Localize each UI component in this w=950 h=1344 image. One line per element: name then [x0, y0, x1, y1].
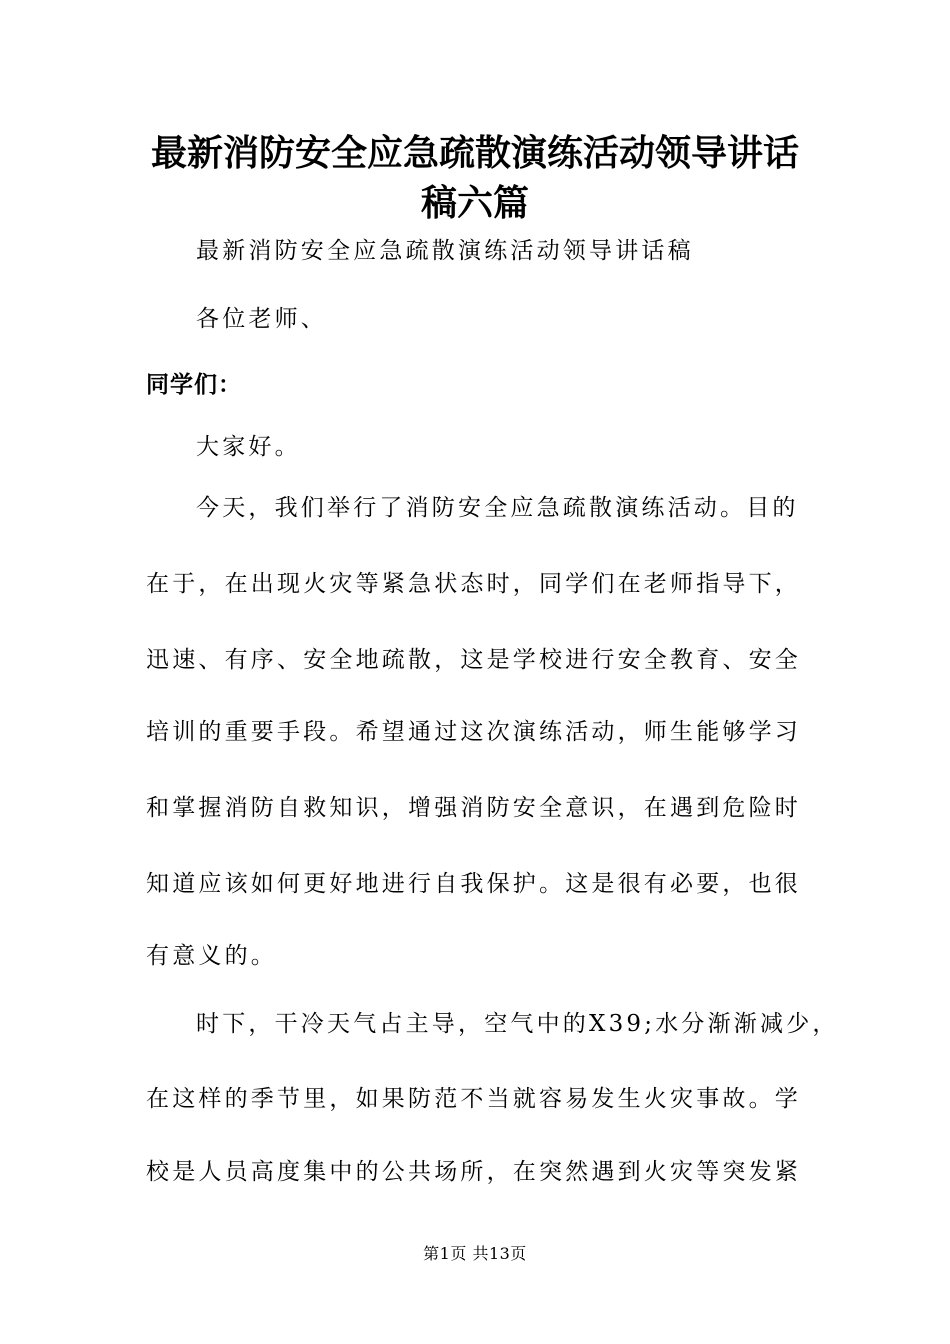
document-title-line-1: 最新消防安全应急疏散演练活动领导讲话	[150, 132, 799, 174]
subtitle-line: 最新消防安全应急疏散演练活动领导讲话稿	[196, 238, 694, 264]
paragraph-line: 时下，干冷天气占主导，空气中的X39;水分渐渐减少，	[196, 1011, 839, 1037]
salutation-heading: 同学们：	[146, 371, 242, 398]
document-title-line-2: 稿六篇	[420, 182, 529, 224]
paragraph-line: 培训的重要手段。希望通过这次演练活动，师生能够学习	[146, 719, 801, 745]
paragraph-line: 迅速、有序、安全地疏散，这是学校进行安全教育、安全	[146, 647, 801, 673]
greeting-line: 大家好。	[196, 434, 301, 460]
paragraph-line: 知道应该如何更好地进行自我保护。这是很有必要，也很	[146, 871, 801, 897]
paragraph-line: 有意义的。	[146, 943, 277, 969]
paragraph-line: 校是人员高度集中的公共场所，在突然遇到火灾等突发紧	[146, 1159, 801, 1185]
page-number-footer: 第1页 共13页	[423, 1244, 527, 1263]
paragraph-line: 在这样的季节里，如果防范不当就容易发生火灾事故。学	[146, 1086, 801, 1112]
paragraph-line: 在于，在出现火灾等紧急状态时，同学们在老师指导下，	[146, 571, 801, 597]
salutation-line: 各位老师、	[196, 306, 327, 332]
paragraph-line: 今天，我们举行了消防安全应急疏散演练活动。目的	[196, 495, 799, 521]
paragraph-line: 和掌握消防自救知识，增强消防安全意识，在遇到危险时	[146, 795, 801, 821]
